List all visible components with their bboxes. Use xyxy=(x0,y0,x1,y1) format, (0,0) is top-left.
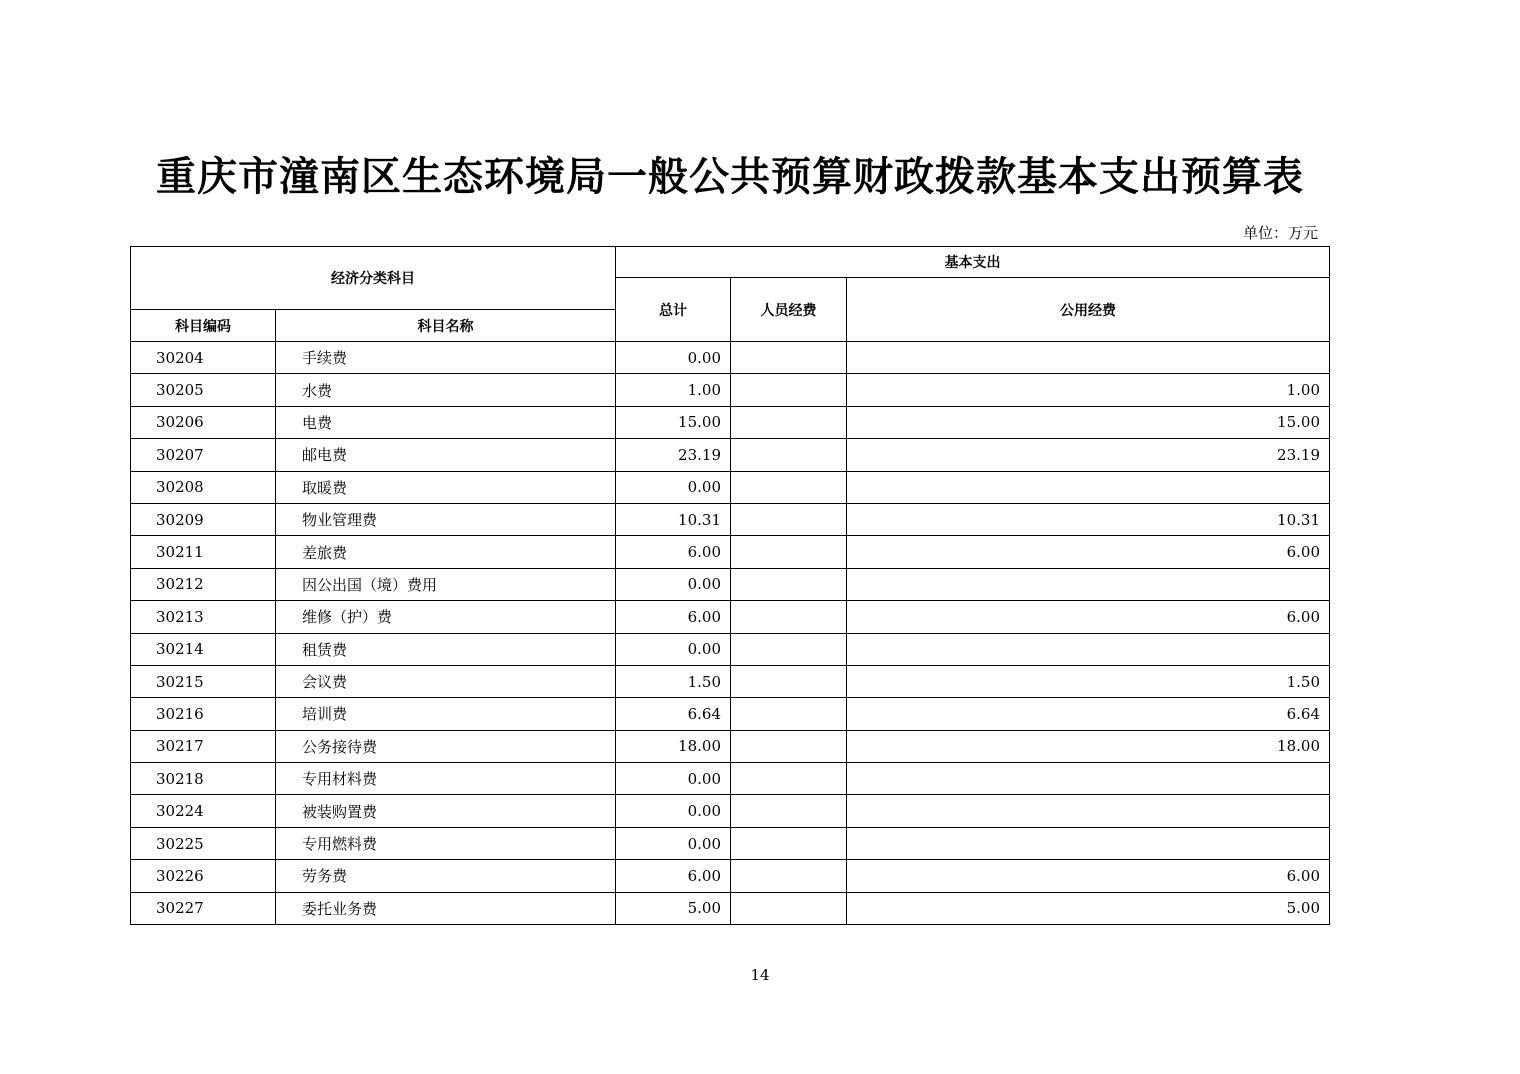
header-total: 总计 xyxy=(616,278,731,342)
cell-total: 0.00 xyxy=(616,568,731,600)
table-row xyxy=(131,406,1330,438)
cell-code: 30204 xyxy=(131,342,276,374)
cell-personnel xyxy=(731,406,847,438)
cell-personnel xyxy=(731,730,847,762)
cell-name: 会议费 xyxy=(276,665,616,697)
cell-public: 6.00 xyxy=(847,601,1330,633)
cell-code: 30227 xyxy=(131,892,276,924)
cell-total: 0.00 xyxy=(616,763,731,795)
header-personnel: 人员经费 xyxy=(731,278,847,342)
cell-code: 30213 xyxy=(131,601,276,633)
cell-personnel xyxy=(731,568,847,600)
cell-name: 专用燃料费 xyxy=(276,827,616,859)
cell-personnel xyxy=(731,827,847,859)
cell-code: 30224 xyxy=(131,795,276,827)
cell-personnel xyxy=(731,601,847,633)
cell-personnel xyxy=(731,471,847,503)
cell-total: 0.00 xyxy=(616,633,731,665)
cell-personnel xyxy=(731,374,847,406)
cell-personnel xyxy=(731,503,847,535)
cell-public: 18.00 xyxy=(847,730,1330,762)
header-basic-expense: 基本支出 xyxy=(616,247,1330,278)
cell-public: 6.00 xyxy=(847,860,1330,892)
cell-personnel xyxy=(731,795,847,827)
cell-public xyxy=(847,795,1330,827)
cell-name: 维修（护）费 xyxy=(276,601,616,633)
table-row xyxy=(131,601,1330,633)
cell-code: 30206 xyxy=(131,406,276,438)
cell-public: 6.64 xyxy=(847,698,1330,730)
cell-public: 23.19 xyxy=(847,439,1330,471)
cell-name: 专用材料费 xyxy=(276,763,616,795)
cell-code: 30225 xyxy=(131,827,276,859)
cell-name: 电费 xyxy=(276,406,616,438)
cell-name: 水费 xyxy=(276,374,616,406)
cell-name: 物业管理费 xyxy=(276,503,616,535)
table-row xyxy=(131,698,1330,730)
cell-public xyxy=(847,471,1330,503)
table-row xyxy=(131,503,1330,535)
cell-total: 1.00 xyxy=(616,374,731,406)
table-row xyxy=(131,439,1330,471)
cell-personnel xyxy=(731,633,847,665)
cell-total: 0.00 xyxy=(616,795,731,827)
cell-total: 0.00 xyxy=(616,342,731,374)
cell-total: 0.00 xyxy=(616,827,731,859)
cell-public: 1.00 xyxy=(847,374,1330,406)
cell-code: 30216 xyxy=(131,698,276,730)
cell-total: 6.00 xyxy=(616,601,731,633)
cell-total: 6.00 xyxy=(616,860,731,892)
cell-name: 差旅费 xyxy=(276,536,616,568)
cell-code: 30207 xyxy=(131,439,276,471)
cell-public: 1.50 xyxy=(847,665,1330,697)
cell-personnel xyxy=(731,665,847,697)
cell-code: 30226 xyxy=(131,860,276,892)
cell-code: 30209 xyxy=(131,503,276,535)
page-number: 14 xyxy=(750,966,770,984)
cell-code: 30212 xyxy=(131,568,276,600)
cell-total: 5.00 xyxy=(616,892,731,924)
cell-name: 租赁费 xyxy=(276,633,616,665)
cell-code: 30217 xyxy=(131,730,276,762)
cell-total: 18.00 xyxy=(616,730,731,762)
page-title: 重庆市潼南区生态环境局一般公共预算财政拨款基本支出预算表 xyxy=(156,153,1304,200)
table-row xyxy=(131,860,1330,892)
cell-code: 30215 xyxy=(131,665,276,697)
cell-public: 10.31 xyxy=(847,503,1330,535)
cell-public: 5.00 xyxy=(847,892,1330,924)
table-row xyxy=(131,763,1330,795)
table-row xyxy=(131,568,1330,600)
table-row xyxy=(131,633,1330,665)
table-row xyxy=(131,374,1330,406)
table-row xyxy=(131,342,1330,374)
cell-personnel xyxy=(731,860,847,892)
table-row xyxy=(131,665,1330,697)
table-row xyxy=(131,795,1330,827)
cell-total: 10.31 xyxy=(616,503,731,535)
table-row xyxy=(131,730,1330,762)
table-row xyxy=(131,892,1330,924)
cell-total: 1.50 xyxy=(616,665,731,697)
header-econ-class: 经济分类科目 xyxy=(131,247,616,310)
cell-public xyxy=(847,342,1330,374)
cell-name: 劳务费 xyxy=(276,860,616,892)
cell-code: 30211 xyxy=(131,536,276,568)
cell-personnel xyxy=(731,536,847,568)
table-row xyxy=(131,827,1330,859)
cell-total: 6.00 xyxy=(616,536,731,568)
cell-personnel xyxy=(731,439,847,471)
cell-name: 被装购置费 xyxy=(276,795,616,827)
cell-public xyxy=(847,827,1330,859)
cell-public: 6.00 xyxy=(847,536,1330,568)
cell-personnel xyxy=(731,342,847,374)
cell-name: 因公出国（境）费用 xyxy=(276,568,616,600)
header-public: 公用经费 xyxy=(847,278,1330,342)
unit-label: 单位：万元 xyxy=(1242,224,1318,242)
cell-name: 培训费 xyxy=(276,698,616,730)
cell-code: 30214 xyxy=(131,633,276,665)
cell-name: 委托业务费 xyxy=(276,892,616,924)
cell-public: 15.00 xyxy=(847,406,1330,438)
cell-name: 手续费 xyxy=(276,342,616,374)
budget-table xyxy=(130,246,1330,925)
cell-public xyxy=(847,568,1330,600)
cell-name: 邮电费 xyxy=(276,439,616,471)
cell-name: 取暖费 xyxy=(276,471,616,503)
cell-personnel xyxy=(731,763,847,795)
cell-total: 23.19 xyxy=(616,439,731,471)
cell-total: 15.00 xyxy=(616,406,731,438)
table-row xyxy=(131,536,1330,568)
cell-code: 30205 xyxy=(131,374,276,406)
header-name: 科目名称 xyxy=(276,310,616,342)
cell-code: 30218 xyxy=(131,763,276,795)
cell-public xyxy=(847,763,1330,795)
cell-total: 6.64 xyxy=(616,698,731,730)
cell-personnel xyxy=(731,698,847,730)
cell-name: 公务接待费 xyxy=(276,730,616,762)
header-code: 科目编码 xyxy=(131,310,276,342)
cell-code: 30208 xyxy=(131,471,276,503)
cell-total: 0.00 xyxy=(616,471,731,503)
cell-public xyxy=(847,633,1330,665)
cell-personnel xyxy=(731,892,847,924)
table-row xyxy=(131,471,1330,503)
